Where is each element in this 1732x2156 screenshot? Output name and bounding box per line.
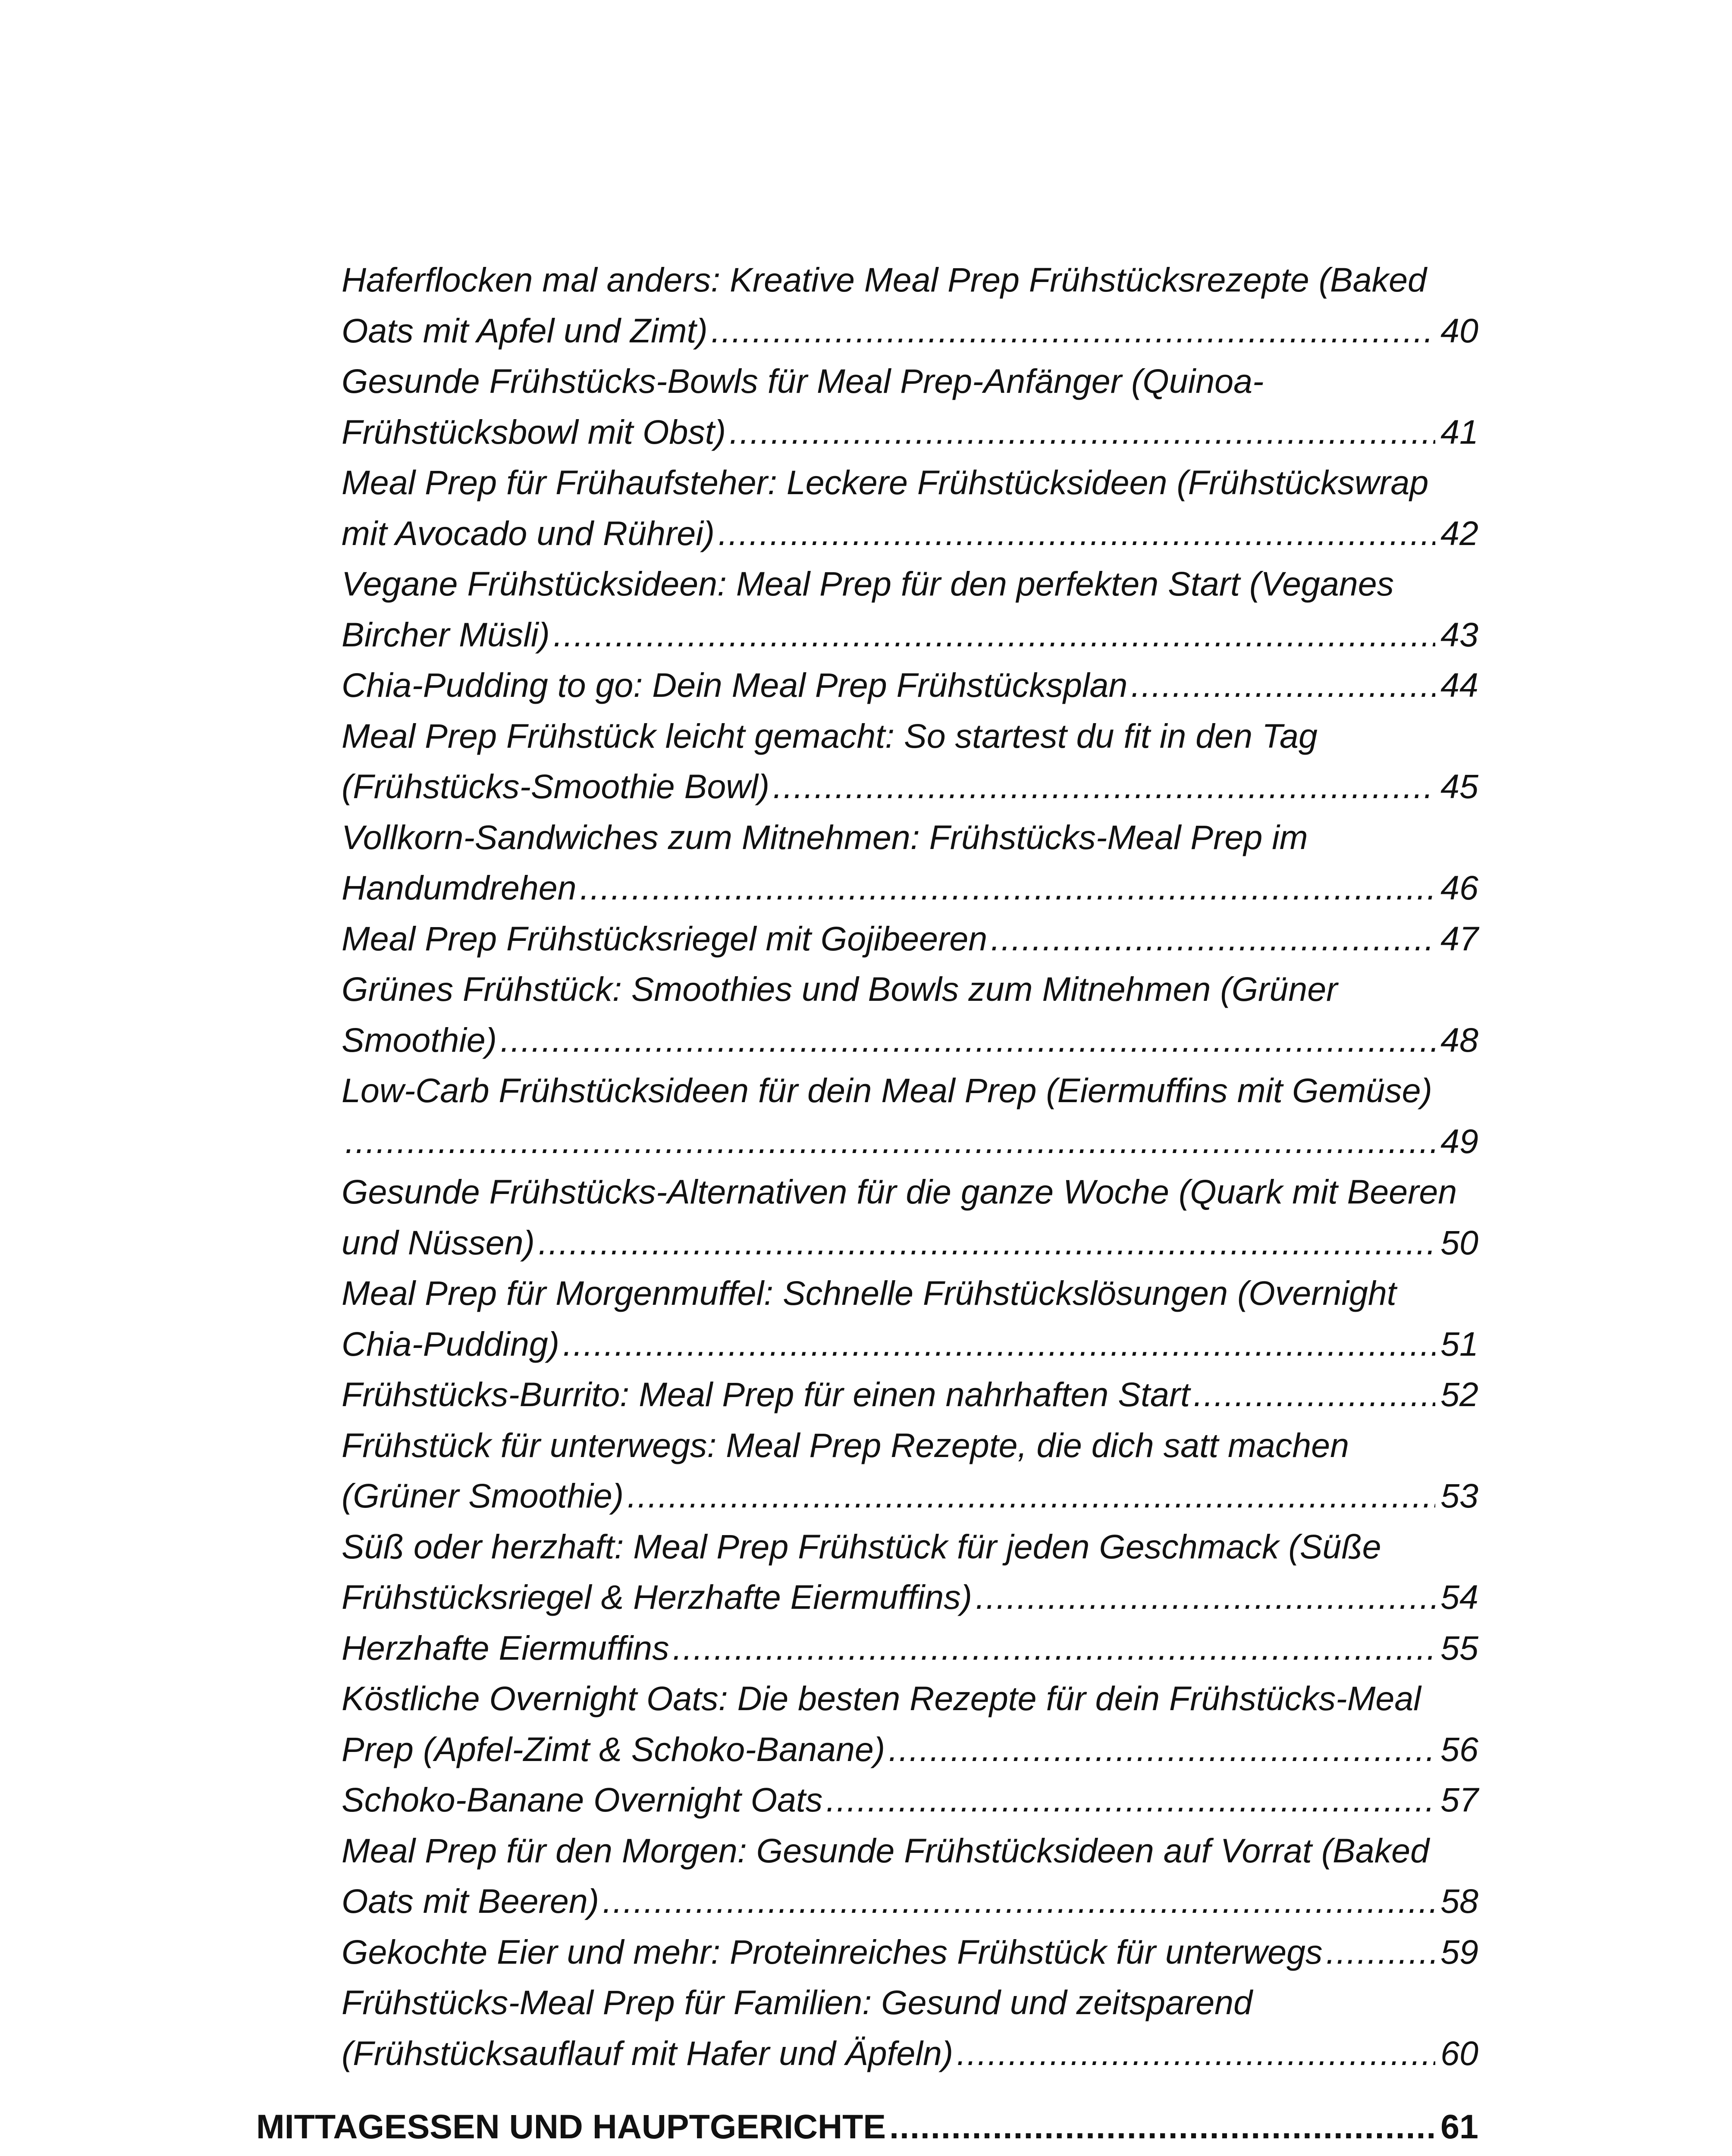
- toc-entry-leader-line: [342, 660, 1478, 711]
- dot-leader: [976, 1572, 1435, 1623]
- toc-entry[interactable]: [342, 457, 1478, 558]
- toc-entry[interactable]: [342, 1369, 1478, 1420]
- toc-entry-title-tail: (Frühstücksauflauf mit Hafer und Äpfeln): [342, 2034, 954, 2072]
- toc-entry[interactable]: [342, 711, 1478, 812]
- toc-entry-title-tail: (Frühstücks-Smoothie Bowl): [342, 767, 770, 805]
- toc-entry-page-number: 45: [1440, 767, 1478, 805]
- toc-entry[interactable]: [342, 1623, 1478, 1673]
- toc-entry-page-number: 44: [1440, 666, 1478, 704]
- dot-leader: [718, 508, 1435, 559]
- dot-leader: [888, 1724, 1435, 1775]
- toc-entry[interactable]: [342, 254, 1478, 356]
- toc-entry-leader-line: [342, 305, 1478, 356]
- toc-entry-title-tail: Handumdrehen: [342, 868, 577, 907]
- toc-entry-leader-line: [342, 913, 1478, 964]
- toc-entry[interactable]: [342, 1977, 1478, 2078]
- toc-entry-title-tail: mit Avocado und Rührei): [342, 514, 715, 552]
- toc-entry-title-tail: Schoko-Banane Overnight Oats: [342, 1780, 823, 1819]
- toc-entry-page-number: 60: [1440, 2034, 1478, 2072]
- dot-leader: [889, 2101, 1437, 2152]
- dot-leader: [711, 305, 1435, 356]
- toc-entry-title-line: Vollkorn-Sandwiches zum Mitnehmen: Frühstücks-Meal Prep im: [342, 818, 1308, 856]
- dot-leader: [602, 1876, 1435, 1927]
- toc-entry-title-tail: und Nüssen): [342, 1223, 535, 1262]
- toc-entry-title-tail: Prep (Apfel-Zimt & Schoko-Banane): [342, 1730, 885, 1768]
- toc-entry-page-number: 48: [1440, 1020, 1478, 1059]
- toc-entry-page-number: 41: [1440, 412, 1478, 451]
- toc-entry-leader-line: [342, 1217, 1478, 1268]
- toc-entry-title-line: Süß oder herzhaft: Meal Prep Frühstück für jeden Geschmack (Süße: [342, 1527, 1381, 1566]
- toc-entry-page-number: 52: [1440, 1375, 1478, 1413]
- dot-leader: [773, 761, 1435, 812]
- toc-entry-page-number: 51: [1440, 1324, 1478, 1363]
- toc-entry-leader-line: [342, 2028, 1478, 2079]
- dot-leader: [580, 862, 1436, 913]
- dot-leader: [345, 1116, 1435, 1167]
- dot-leader: [1193, 1369, 1435, 1420]
- toc-entry-page-number: 43: [1440, 615, 1478, 654]
- dot-leader: [553, 609, 1435, 660]
- dot-leader: [627, 1470, 1435, 1521]
- toc-entry[interactable]: [342, 558, 1478, 660]
- toc-entry-leader-line: [342, 1319, 1478, 1369]
- toc-entry[interactable]: [342, 1521, 1478, 1623]
- toc-entry-title-line: Meal Prep für Frühaufsteher: Leckere Frühstücksideen (Frühstückswrap: [342, 463, 1429, 501]
- dot-leader: [826, 1774, 1435, 1825]
- toc-entry-page-number: 49: [1440, 1122, 1478, 1160]
- toc-entry-page-number: 54: [1440, 1578, 1478, 1616]
- toc-entry-leader-line: [342, 1724, 1478, 1775]
- toc-entry-title-line: Vegane Frühstücksideen: Meal Prep für den perfekten Start (Veganes: [342, 564, 1394, 603]
- toc-entry-title-tail: Bircher Müsli): [342, 615, 550, 654]
- toc-entry-title-tail: Meal Prep Frühstücksriegel mit Gojibeeren: [342, 919, 988, 958]
- toc-entry[interactable]: [342, 1673, 1478, 1774]
- toc-entry-title-tail: Chia-Pudding): [342, 1324, 560, 1363]
- toc-entry-leader-line: [342, 1623, 1478, 1673]
- toc-entry-page-number: 59: [1440, 1932, 1478, 1971]
- toc-entry-leader-line: [342, 1369, 1478, 1420]
- toc-entry[interactable]: [342, 1927, 1478, 1977]
- toc-entry-title-line: Meal Prep für den Morgen: Gesunde Frühstücksideen auf Vorrat (Baked: [342, 1831, 1430, 1870]
- toc-entry-leader-line: [342, 1116, 1478, 1167]
- dot-leader: [729, 407, 1435, 458]
- toc-entry-title-tail: Chia-Pudding to go: Dein Meal Prep Frühstücksplan: [342, 666, 1128, 704]
- dot-leader: [991, 913, 1435, 964]
- toc-entry-leader-line: [342, 1572, 1478, 1623]
- dot-leader: [673, 1623, 1436, 1673]
- toc-entry[interactable]: [342, 812, 1478, 913]
- toc-entry-title-line: Gesunde Frühstücks-Alternativen für die ganze Woche (Quark mit Beeren: [342, 1172, 1457, 1211]
- toc-entry[interactable]: [342, 1774, 1478, 1825]
- toc-entry-leader-line: [342, 609, 1478, 660]
- toc-entry-title-tail: Smoothie): [342, 1020, 497, 1059]
- dot-leader: [1326, 1927, 1436, 1977]
- toc-entry-page-number: 50: [1440, 1223, 1478, 1262]
- toc-entry-title-line: Meal Prep Frühstück leicht gemacht: So startest du fit in den Tag: [342, 716, 1318, 755]
- chapter-title: MITTAGESSEN UND HAUPTGERICHTE: [256, 2107, 886, 2146]
- toc-entry-title-line: Grünes Frühstück: Smoothies und Bowls zum Mitnehmen (Grüner: [342, 970, 1338, 1008]
- toc-entry[interactable]: [342, 1166, 1478, 1268]
- dot-leader: [1131, 660, 1435, 711]
- toc-entry[interactable]: [342, 660, 1478, 711]
- toc-entry-page-number: 47: [1440, 919, 1478, 958]
- toc-entry-title-tail: Oats mit Apfel und Zimt): [342, 311, 708, 350]
- toc-entry-title-tail: Frühstücksriegel & Herzhafte Eiermuffins): [342, 1578, 973, 1616]
- toc-entry[interactable]: [342, 1065, 1478, 1166]
- toc-entry-title-tail: Herzhafte Eiermuffins: [342, 1628, 669, 1667]
- toc-entry-title-line: Köstliche Overnight Oats: Die besten Rezepte für dein Frühstücks-Meal: [342, 1679, 1421, 1717]
- toc-entry-page-number: 56: [1440, 1730, 1478, 1768]
- toc-entry-page-number: 42: [1440, 514, 1478, 552]
- toc-entry-title-line: Haferflocken mal anders: Kreative Meal Prep Frühstücksrezepte (Baked: [342, 260, 1427, 299]
- chapter-page-number: 61: [1440, 2107, 1478, 2146]
- toc-entry[interactable]: [342, 1420, 1478, 1521]
- dot-leader: [957, 2028, 1435, 2079]
- toc-entry-leader-line: [342, 1876, 1478, 1927]
- toc-entry-page-number: 57: [1440, 1780, 1478, 1819]
- toc-entry-page-number: 40: [1440, 311, 1478, 350]
- toc-entry-title-tail: Frühstücksbowl mit Obst): [342, 412, 726, 451]
- dot-leader: [563, 1319, 1435, 1369]
- toc-entry[interactable]: [342, 913, 1478, 964]
- dot-leader: [538, 1217, 1435, 1268]
- toc-entry-page-number: 58: [1440, 1882, 1478, 1920]
- toc-entry-title-line: Meal Prep für Morgenmuffel: Schnelle Frühstückslösungen (Overnight: [342, 1274, 1396, 1312]
- toc-entry-leader-line: [342, 1470, 1478, 1521]
- toc-entry-page-number: 55: [1440, 1628, 1478, 1667]
- toc-entry[interactable]: [342, 356, 1478, 457]
- toc-entry-title-line: Frühstück für unterwegs: Meal Prep Rezepte, die dich satt machen: [342, 1426, 1349, 1464]
- toc-entry-leader-line: [342, 1015, 1478, 1065]
- toc-entry-leader-line: [342, 407, 1478, 458]
- toc-entry[interactable]: [342, 964, 1478, 1065]
- toc-entry[interactable]: [342, 1268, 1478, 1369]
- toc-entry-title-line: Low-Carb Frühstücksideen für dein Meal Prep (Eiermuffins mit Gemüse): [342, 1071, 1432, 1109]
- toc-entry-title-tail: (Grüner Smoothie): [342, 1476, 624, 1515]
- toc-entry-leader-line: [342, 1927, 1478, 1977]
- toc-entry-leader-line: [342, 862, 1478, 913]
- toc-entry-title-line: Gesunde Frühstücks-Bowls für Meal Prep-Anfänger (Quinoa-: [342, 362, 1264, 400]
- toc-entry-title-line: Frühstücks-Meal Prep für Familien: Gesund und zeitsparend: [342, 1983, 1253, 2021]
- toc-entry-title-tail: Gekochte Eier und mehr: Proteinreiches Frühstück für unterwegs: [342, 1932, 1323, 1971]
- table-of-contents: [0, 254, 1732, 2078]
- toc-entry-page-number: 46: [1440, 868, 1478, 907]
- toc-entry-leader-line: [342, 1774, 1478, 1825]
- toc-entry-leader-line: [342, 508, 1478, 559]
- dot-leader: [500, 1015, 1435, 1065]
- toc-chapter-entry[interactable]: [256, 2101, 1478, 2152]
- toc-entry[interactable]: [342, 1825, 1478, 1927]
- toc-entry-title-tail: Frühstücks-Burrito: Meal Prep für einen nahrhaften Start: [342, 1375, 1190, 1413]
- toc-entry-leader-line: [342, 761, 1478, 812]
- toc-entry-page-number: 53: [1440, 1476, 1478, 1515]
- toc-entry-title-tail: Oats mit Beeren): [342, 1882, 599, 1920]
